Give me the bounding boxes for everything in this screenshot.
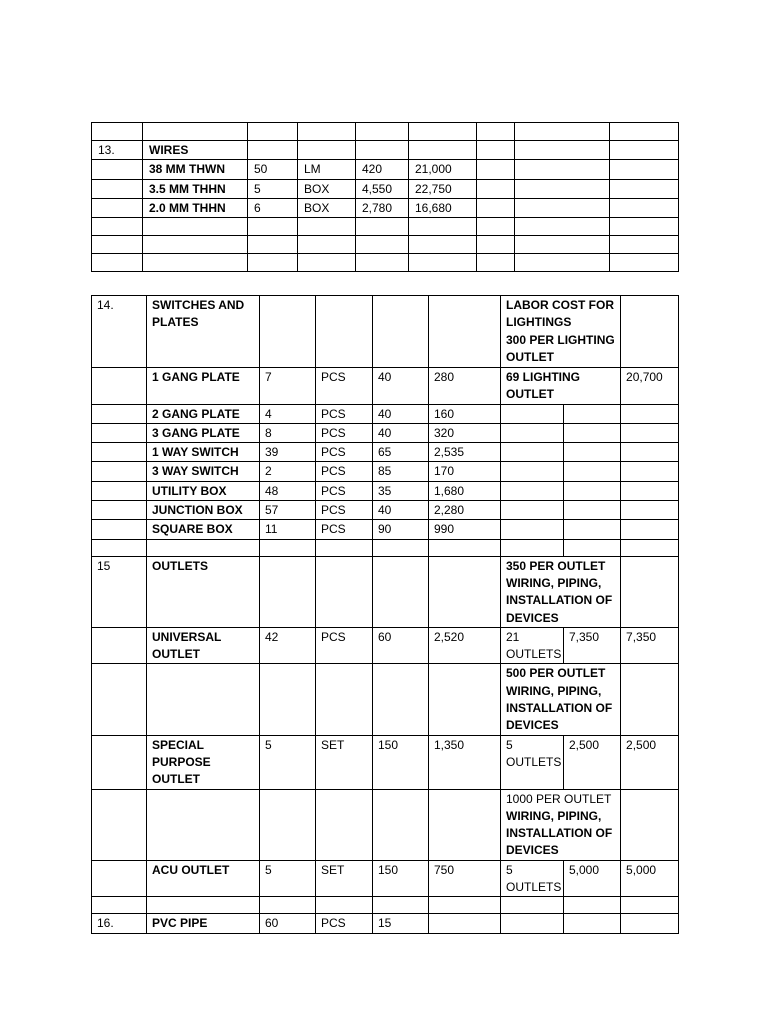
table-row — [92, 296, 679, 368]
table-row — [92, 404, 679, 423]
text-line: WIRING, PIPING, — [506, 683, 602, 698]
item-qty: 60 — [260, 914, 316, 933]
item-unit-cost: 60 — [373, 627, 429, 664]
text-line: 1000 PER OUTLET — [506, 791, 612, 806]
section-title: WIRES — [143, 141, 248, 160]
item-qty: 42 — [260, 627, 316, 664]
item-unit-cost: 90 — [373, 520, 429, 539]
item-unit: PCS — [316, 423, 373, 442]
table-row — [92, 462, 679, 481]
table-row — [92, 141, 679, 160]
section-number: 15 — [92, 556, 147, 627]
item-unit: SET — [316, 860, 373, 897]
item-unit: PCS — [316, 462, 373, 481]
item-description: SQUARE BOX — [147, 520, 260, 539]
item-unit: PCS — [316, 368, 373, 405]
section-number: 13. — [92, 141, 143, 160]
labor-cost-header — [501, 296, 621, 368]
item-qty: 6 — [248, 198, 298, 217]
item-amount: 22,750 — [409, 179, 477, 198]
item-amount: 1,350 — [429, 735, 501, 789]
item-description: 1 WAY SWITCH — [147, 443, 260, 462]
table-row — [92, 789, 679, 860]
item-amount: 2,535 — [429, 443, 501, 462]
text-line: 5 — [506, 862, 513, 877]
item-unit-cost: 40 — [373, 501, 429, 520]
table-row — [92, 520, 679, 539]
item-unit: BOX — [298, 179, 356, 198]
switches-outlets-table — [91, 295, 679, 934]
item-unit: BOX — [298, 198, 356, 217]
labor-amount: 2,500 — [564, 735, 621, 789]
table-row — [92, 501, 679, 520]
item-amount: 280 — [429, 368, 501, 405]
text-line: INSTALLATION OF — [506, 701, 613, 716]
text-line: OUTLET — [152, 772, 200, 787]
labor-quantity — [501, 368, 621, 405]
table-row — [92, 735, 679, 789]
item-amount: 21,000 — [409, 160, 477, 179]
table-row — [92, 123, 679, 141]
text-line: DEVICES — [506, 718, 559, 733]
text-line: OUTLETS — [506, 647, 562, 662]
item-unit-cost: 15 — [373, 914, 429, 933]
item-qty: 7 — [260, 368, 316, 405]
text-line: OUTLETS — [506, 880, 562, 895]
labor-total: 7,350 — [621, 627, 679, 664]
table-row — [92, 897, 679, 914]
item-unit-cost: 35 — [373, 481, 429, 500]
labor-rate-note — [501, 664, 621, 735]
item-qty: 2 — [260, 462, 316, 481]
item-qty: 4 — [260, 404, 316, 423]
item-description: 2 GANG PLATE — [147, 404, 260, 423]
item-amount: 170 — [429, 462, 501, 481]
table-row — [92, 664, 679, 735]
table-row — [92, 481, 679, 500]
item-unit: PCS — [316, 404, 373, 423]
labor-total: 2,500 — [621, 735, 679, 789]
labor-total: 20,700 — [621, 368, 679, 405]
table-row — [92, 160, 679, 179]
text-line: OUTLET — [152, 647, 200, 662]
item-qty: 5 — [248, 179, 298, 198]
table-row — [92, 198, 679, 217]
table-row — [92, 539, 679, 556]
item-unit: PCS — [316, 443, 373, 462]
table-row — [92, 218, 679, 236]
section-title: OUTLETS — [147, 556, 260, 627]
item-amount: 2,520 — [429, 627, 501, 664]
item-unit: SET — [316, 735, 373, 789]
item-description — [147, 627, 260, 664]
item-unit: PCS — [316, 481, 373, 500]
item-qty: 50 — [248, 160, 298, 179]
table-row — [92, 254, 679, 272]
item-unit-cost: 150 — [373, 735, 429, 789]
item-unit-cost: 65 — [373, 443, 429, 462]
table-row — [92, 627, 679, 664]
item-description: PVC PIPE — [147, 914, 260, 933]
item-description: 3 GANG PLATE — [147, 423, 260, 442]
table-row — [92, 556, 679, 627]
item-amount: 16,680 — [409, 198, 477, 217]
item-amount: 160 — [429, 404, 501, 423]
item-qty: 5 — [260, 735, 316, 789]
table-row — [92, 368, 679, 405]
labor-amount: 5,000 — [564, 860, 621, 897]
item-amount: 2,280 — [429, 501, 501, 520]
text-line: DEVICES — [506, 843, 559, 858]
table-row — [92, 423, 679, 442]
item-amount: 320 — [429, 423, 501, 442]
labor-amount: 7,350 — [564, 627, 621, 664]
item-unit-cost: 2,780 — [356, 198, 409, 217]
item-unit-cost: 85 — [373, 462, 429, 481]
item-unit-cost: 150 — [373, 860, 429, 897]
text-line: PURPOSE — [152, 754, 211, 769]
item-unit: PCS — [316, 914, 373, 933]
section-number: 14. — [92, 296, 147, 368]
table-row — [92, 179, 679, 198]
table-row — [92, 860, 679, 897]
item-qty: 8 — [260, 423, 316, 442]
text-line: DEVICES — [506, 610, 559, 625]
item-description: 38 MM THWN — [143, 160, 248, 179]
item-unit: PCS — [316, 501, 373, 520]
labor-rate-note — [501, 789, 621, 860]
item-qty: 57 — [260, 501, 316, 520]
item-unit: PCS — [316, 627, 373, 664]
text-line: LABOR COST FOR — [506, 298, 614, 312]
item-qty: 5 — [260, 860, 316, 897]
text-line: INSTALLATION OF — [506, 593, 613, 608]
text-line: 69 LIGHTING — [506, 370, 581, 384]
wires-table — [91, 122, 679, 272]
text-line: 500 PER OUTLET — [506, 666, 606, 681]
labor-rate-note — [501, 556, 621, 627]
item-qty: 11 — [260, 520, 316, 539]
text-line: UNIVERSAL — [152, 629, 222, 644]
text-line: OUTLETS — [506, 754, 562, 769]
text-line: OUTLET — [506, 349, 554, 364]
text-line: LIGHTINGS — [506, 315, 572, 330]
item-description: 3.5 MM THHN — [143, 179, 248, 198]
table-row — [92, 914, 679, 933]
text-line: INSTALLATION OF — [506, 826, 613, 841]
item-unit-cost: 40 — [373, 404, 429, 423]
item-description: 2.0 MM THHN — [143, 198, 248, 217]
text-line: 21 — [506, 629, 520, 644]
labor-quantity — [501, 735, 564, 789]
item-description: ACU OUTLET — [147, 860, 260, 897]
text-line: WIRING, PIPING, — [506, 808, 602, 823]
table-row — [92, 236, 679, 254]
item-description: 1 GANG PLATE — [147, 368, 260, 405]
labor-quantity — [501, 860, 564, 897]
item-unit-cost: 40 — [373, 423, 429, 442]
item-unit-cost: 40 — [373, 368, 429, 405]
text-line: 300 PER LIGHTING — [506, 332, 615, 347]
text-line: 5 — [506, 737, 513, 752]
item-amount: 990 — [429, 520, 501, 539]
text-line: 350 PER OUTLET — [506, 558, 606, 573]
labor-quantity — [501, 627, 564, 664]
item-qty: 39 — [260, 443, 316, 462]
item-description: 3 WAY SWITCH — [147, 462, 260, 481]
item-qty: 48 — [260, 481, 316, 500]
item-description: JUNCTION BOX — [147, 501, 260, 520]
item-unit-cost: 4,550 — [356, 179, 409, 198]
item-amount: 750 — [429, 860, 501, 897]
text-line: OUTLET — [506, 387, 554, 402]
item-unit: PCS — [316, 520, 373, 539]
item-amount: 1,680 — [429, 481, 501, 500]
item-unit-cost: 420 — [356, 160, 409, 179]
text-line: WIRING, PIPING, — [506, 575, 602, 590]
section-title: SWITCHES AND PLATES — [147, 296, 260, 368]
text-line: SPECIAL — [152, 737, 205, 752]
item-description: UTILITY BOX — [147, 481, 260, 500]
table-row — [92, 443, 679, 462]
item-unit: LM — [298, 160, 356, 179]
labor-total: 5,000 — [621, 860, 679, 897]
section-number: 16. — [92, 914, 147, 933]
item-description — [147, 735, 260, 789]
